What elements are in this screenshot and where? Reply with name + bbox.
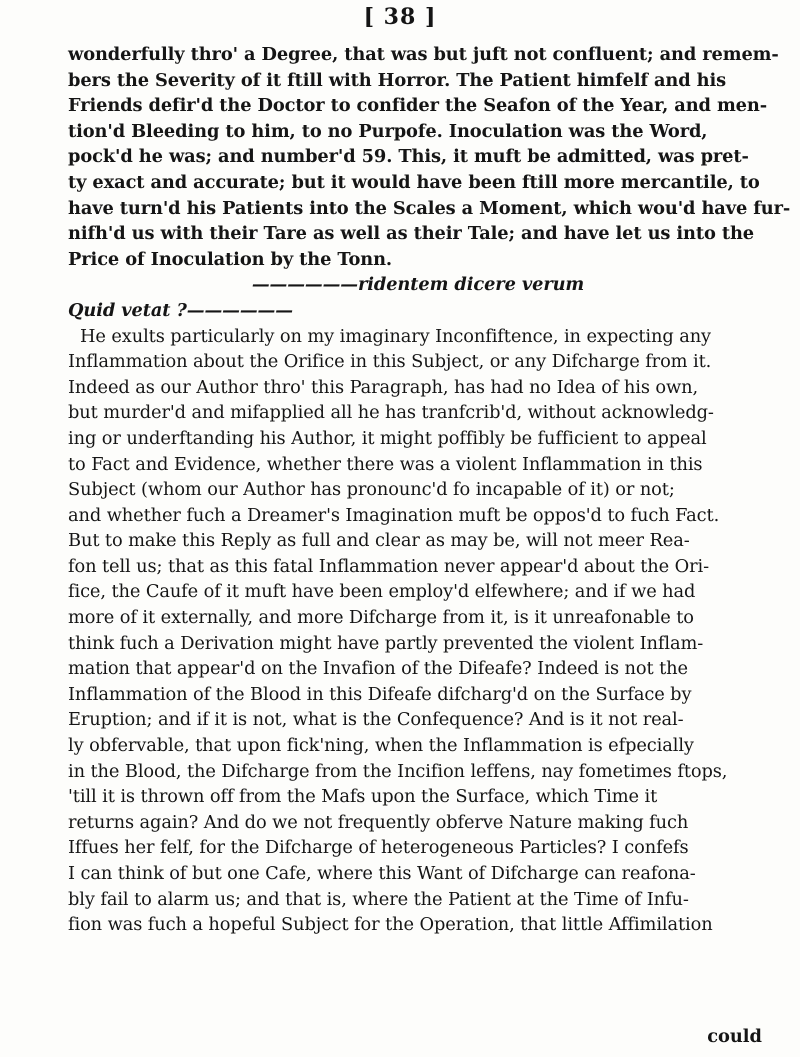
text-line: Inflammation about the Orifice in this Subject, or any Difcharge from it.: [68, 351, 712, 373]
catchword: could: [707, 1026, 762, 1047]
text-line: more of it externally, and more Difcharge from it, is it unreafonable to: [68, 607, 694, 629]
text-line: nifh'd us with their Tare as well as their Tale; and have let us into the: [68, 223, 755, 245]
text-line: and whether fuch a Dreamer's Imagination muft be oppos'd to fuch Fact.: [68, 504, 720, 526]
text-line: ly obfervable, that upon fick'ning, when the Inflammation is efpecially: [68, 735, 694, 757]
text-line: have turn'd his Patients into the Scales a Moment, which wou'd have fur-: [68, 197, 791, 219]
text-line: But to make this Reply as full and clear as may be, will not meer Rea-: [68, 530, 690, 552]
text-line: I can think of but one Cafe, where this Want of Difcharge can reafona-: [68, 863, 696, 884]
text-line: He exults particularly on my imaginary Inconfiftence, in expecting any: [80, 325, 711, 347]
text-line: wonderfully thro' a Degree, that was but juft not confluent; and remem-: [68, 44, 779, 65]
text-line: Price of Inoculation by the Tonn.: [68, 248, 393, 270]
text-line: but murder'd and mifapplied all he has tranfcrib'd, without acknowledg-: [68, 402, 714, 424]
text-line: ing or underftanding his Author, it might poffibly be fufficient to appeal: [68, 427, 707, 449]
text-line: fon tell us; that as this fatal Inflammation never appear'd about the Ori-: [68, 555, 710, 577]
text-line: 'till it is thrown off from the Mafs upon the Surface, which Time it: [68, 786, 658, 808]
text-line: Quid vetat ?——————: [68, 299, 293, 321]
page-number: [ 38 ]: [363, 4, 437, 30]
text-line: in the Blood, the Difcharge from the Incifion leffens, nay fometimes ftops,: [68, 760, 728, 782]
text-line: ——————ridentem dicere verum: [251, 274, 585, 296]
text-line: Subject (whom our Author has pronounc'd fo incapable of it) or not;: [68, 479, 675, 501]
text-line: tion'd Bleeding to him, to no Purpofe. Inoculation was the Word,: [68, 120, 708, 142]
text-line: returns again? And do we not frequently obferve Nature making fuch: [68, 811, 689, 833]
body-text: [68, 42, 791, 938]
text-line: fice, the Caufe of it muft have been employ'd elfewhere; and if we had: [68, 581, 696, 603]
text-line: mation that appear'd on the Invafion of the Difeafe? Indeed is not the: [68, 658, 688, 680]
text-line: Friends defir'd the Doctor to confider the Seafon of the Year, and men-: [68, 95, 768, 117]
text-line: to Fact and Evidence, whether there was a violent Inflammation in this: [68, 453, 703, 475]
text-line: Indeed as our Author thro' this Paragraph, has had no Idea of his own,: [68, 376, 699, 398]
text-line: pock'd he was; and number'd 59. This, it muft be admitted, was pret-: [68, 146, 749, 168]
text-line: bers the Severity of it ftill with Horror. The Patient himfelf and his: [68, 69, 727, 91]
text-line: think fuch a Derivation might have partly prevented the violent Inflam-: [68, 632, 704, 654]
text-line: Inflammation of the Blood in this Difeafe difcharg'd on the Surface by: [68, 683, 692, 705]
text-line: bly fail to alarm us; and that is, where the Patient at the Time of Infu-: [68, 888, 689, 910]
text-line: ty exact and accurate; but it would have been ftill more mercantile, to: [68, 171, 760, 193]
text-line: Iffues her felf, for the Difcharge of heterogeneous Particles? I confefs: [68, 837, 689, 859]
text-line: Eruption; and if it is not, what is the Confequence? And is it not real-: [68, 709, 684, 731]
text-line: fion was fuch a hopeful Subject for the Operation, that little Affimilation: [68, 914, 713, 936]
